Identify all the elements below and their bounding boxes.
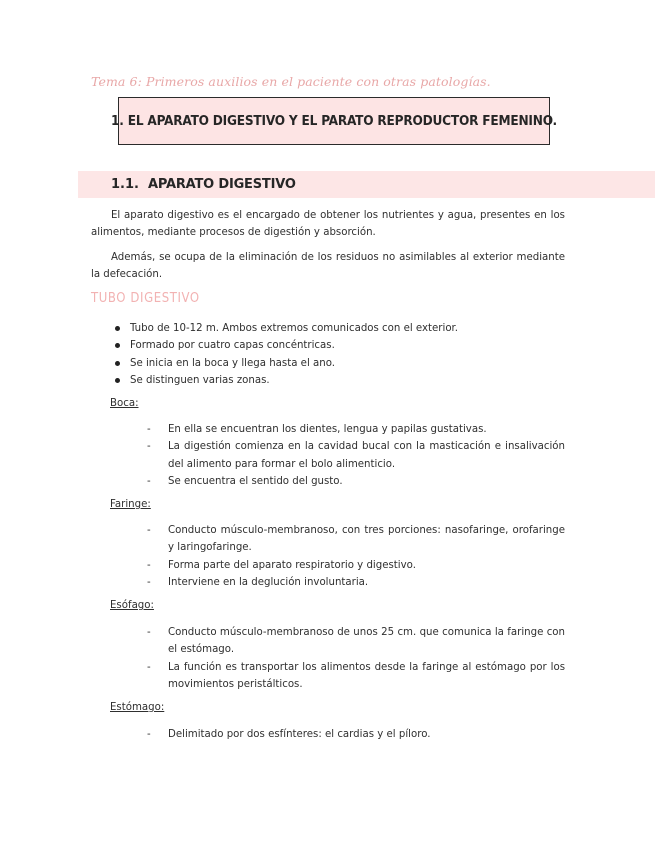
organ-label-boca: Boca:: [110, 398, 139, 409]
list-item: - Conducto músculo-membranoso de unos 25 cm. que comunica la faringe con el estómago.: [147, 624, 565, 659]
list-item: Tubo de 10-12 m. Ambos extremos comunicados con el exterior.: [113, 320, 458, 337]
faringe-list: [147, 522, 565, 591]
organ-label-faringe: Faringe:: [110, 499, 151, 510]
list-item: - En ella se encuentran los dientes, lengua y papilas gustativas.: [147, 421, 565, 438]
section-title: APARATO DIGESTIVO: [148, 177, 296, 192]
topic-subtitle: Tema 6: Primeros auxilios en el paciente con otras patologías.: [91, 74, 491, 89]
main-title: 1. EL APARATO DIGESTIVO Y EL PARATO REPRODUCTOR FEMENINO.: [111, 113, 557, 129]
organ-label-estomago: Estómago:: [110, 702, 165, 713]
tubo-bullet-list: [113, 320, 458, 389]
intro-paragraph: El aparato digestivo es el encargado de obtener los nutrientes y agua, presentes en los alimentos, mediante procesos de digestión y absorción.: [91, 210, 565, 238]
estomago-list: [147, 726, 565, 743]
list-item: - Forma parte del aparato respiratorio y digestivo.: [147, 557, 565, 574]
list-item: Se inicia en la boca y llega hasta el ano.: [113, 355, 458, 372]
list-item: - Interviene en la deglución involuntaria.: [147, 574, 565, 591]
list-item: - Conducto músculo-membranoso, con tres porciones: nasofaringe, orofaringe y laringofaringe.: [147, 522, 565, 557]
list-item: - Se encuentra el sentido del gusto.: [147, 473, 565, 490]
list-item: Formado por cuatro capas concéntricas.: [113, 337, 458, 354]
esofago-list: [147, 624, 565, 693]
list-item: - Delimitado por dos esfínteres: el cardias y el píloro.: [147, 726, 565, 743]
list-item: - La digestión comienza en la cavidad bucal con la masticación e insalivación del alimento para formar el bolo alimenticio.: [147, 438, 565, 473]
defecation-paragraph: Además, se ocupa de la eliminación de los residuos no asimilables al exterior mediante la defecación.: [91, 252, 565, 280]
tubo-digestivo-heading: TUBO DIGESTIVO: [91, 291, 200, 306]
main-title-box: [111, 97, 557, 145]
organ-label-esofago: Esófago:: [110, 600, 154, 611]
list-item: - La función es transportar los alimentos desde la faringe al estómago por los movimientos peristálticos.: [147, 659, 565, 694]
list-item: Se distinguen varias zonas.: [113, 372, 458, 389]
section-number: 1.1.: [111, 177, 139, 192]
boca-list: [147, 421, 565, 490]
